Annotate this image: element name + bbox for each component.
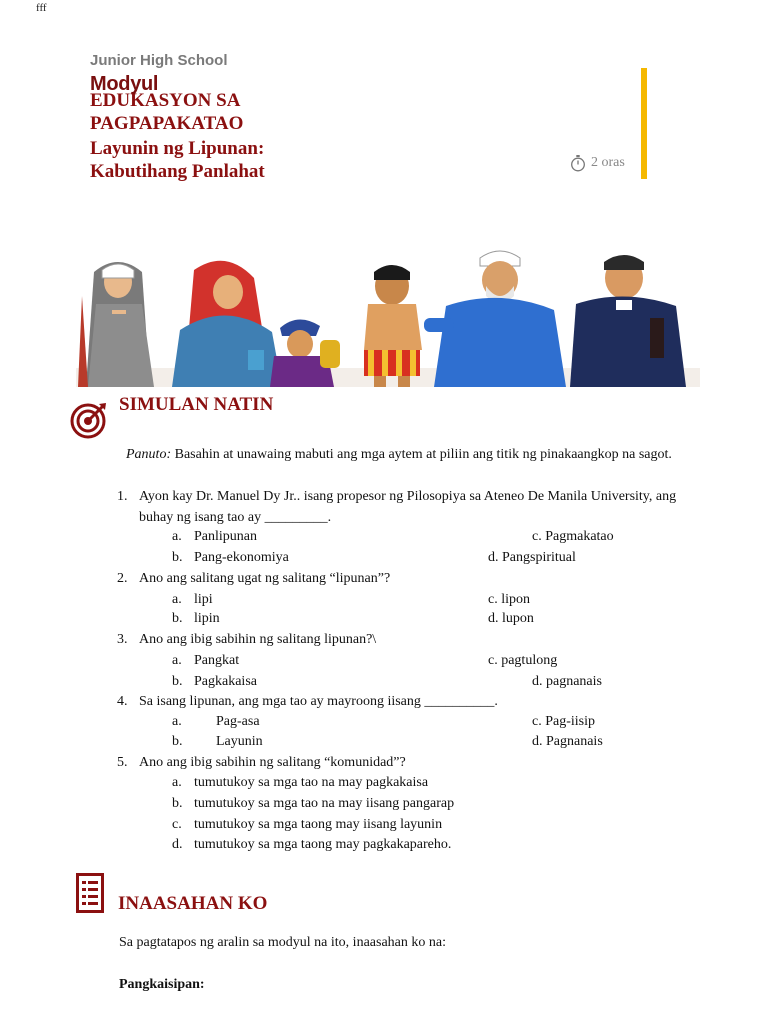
option-2b: b. lipin [172, 611, 220, 626]
accent-bar [641, 68, 647, 179]
community-illustration [76, 200, 700, 387]
question-number: 1. [117, 489, 128, 504]
question-5 [117, 755, 406, 771]
option-2d: d. lupon [488, 611, 534, 626]
inaasahan-intro: Sa pagtatapos ng aralin sa modyul na ito, inaasahan ko na: [119, 935, 446, 950]
option-5c: c. tumutukoy sa mga taong may iisang layunin [172, 817, 443, 832]
option-4d: d. Pagnanais [532, 734, 603, 749]
option-3d: d. pagnanais [532, 674, 602, 689]
module-title-line-1: EDUKASYON SA [90, 90, 241, 111]
question-number: 5. [117, 755, 128, 770]
option-4b: b. Layunin [172, 734, 263, 749]
question-text: Sa isang lipunan, ang mga tao ay mayroong iisang __________. [139, 694, 498, 709]
option-1a: a. Panlipunan [172, 529, 257, 544]
duration-text: 2 oras [591, 155, 625, 170]
module-title-line-3: Layunin ng Lipunan: [90, 138, 265, 159]
module-title-line-4: Kabutihang Panlahat [90, 161, 265, 182]
target-icon [70, 401, 108, 439]
question-text: Ano ang ibig sabihin ng salitang lipunan?\ [139, 632, 377, 647]
duration-indicator [570, 154, 625, 172]
question-1-continuation: buhay ng isang tao ay _________. [139, 510, 332, 525]
question-text: Ano ang ibig sabihin ng salitang “komunidad”? [139, 755, 406, 770]
inaasahan-ko-title: INAASAHAN KO [118, 893, 268, 914]
option-1b: b. Pang-ekonomiya [172, 550, 289, 565]
simulan-natin-title: SIMULAN NATIN [119, 394, 274, 415]
question-4 [117, 694, 498, 710]
stopwatch-icon [570, 154, 586, 172]
question-number: 2. [117, 571, 128, 586]
option-5b: b. tumutukoy sa mga tao na may iisang pangarap [172, 796, 455, 811]
pangkaisipan-heading: Pangkaisipan: [119, 977, 205, 992]
question-3 [117, 632, 376, 648]
option-3a: a. Pangkat [172, 653, 240, 668]
question-2 [117, 571, 390, 587]
instructions [126, 447, 672, 463]
module-title-line-2: PAGPAPAKATAO [90, 113, 244, 134]
school-label: Junior High School [90, 52, 228, 69]
question-text: Ayon kay Dr. Manuel Dy Jr.. isang propesor ng Pilosopiya sa Ateneo De Manila University, ang [139, 489, 677, 504]
option-4a: a. Pag-asa [172, 714, 260, 729]
instructions-text: Basahin at unawaing mabuti ang mga aytem at piliin ang titik ng pinakaangkop na sagot. [174, 447, 672, 462]
instructions-label: Panuto: [126, 447, 172, 462]
question-number: 4. [117, 694, 128, 709]
option-2c: c. lipon [488, 592, 530, 607]
question-number: 3. [117, 632, 128, 647]
question-text: Ano ang salitang ugat ng salitang “lipunan”? [139, 571, 391, 586]
option-3b: b. Pagkakaisa [172, 674, 257, 689]
option-5d: d. tumutukoy sa mga taong may pagkakapareho. [172, 837, 452, 852]
modyul-label: Modyul [90, 73, 159, 95]
option-3c: c. pagtulong [488, 653, 558, 668]
option-5a: a. tumutukoy sa mga tao na may pagkakaisa [172, 775, 429, 790]
option-4c: c. Pag-iisip [532, 714, 595, 729]
corner-text: fff [36, 2, 47, 14]
option-2a: a. lipi [172, 592, 213, 607]
question-1 [117, 489, 676, 505]
checklist-icon [76, 873, 104, 913]
option-1d: d. Pangspiritual [488, 550, 576, 565]
option-1c: c. Pagmakatao [532, 529, 614, 544]
